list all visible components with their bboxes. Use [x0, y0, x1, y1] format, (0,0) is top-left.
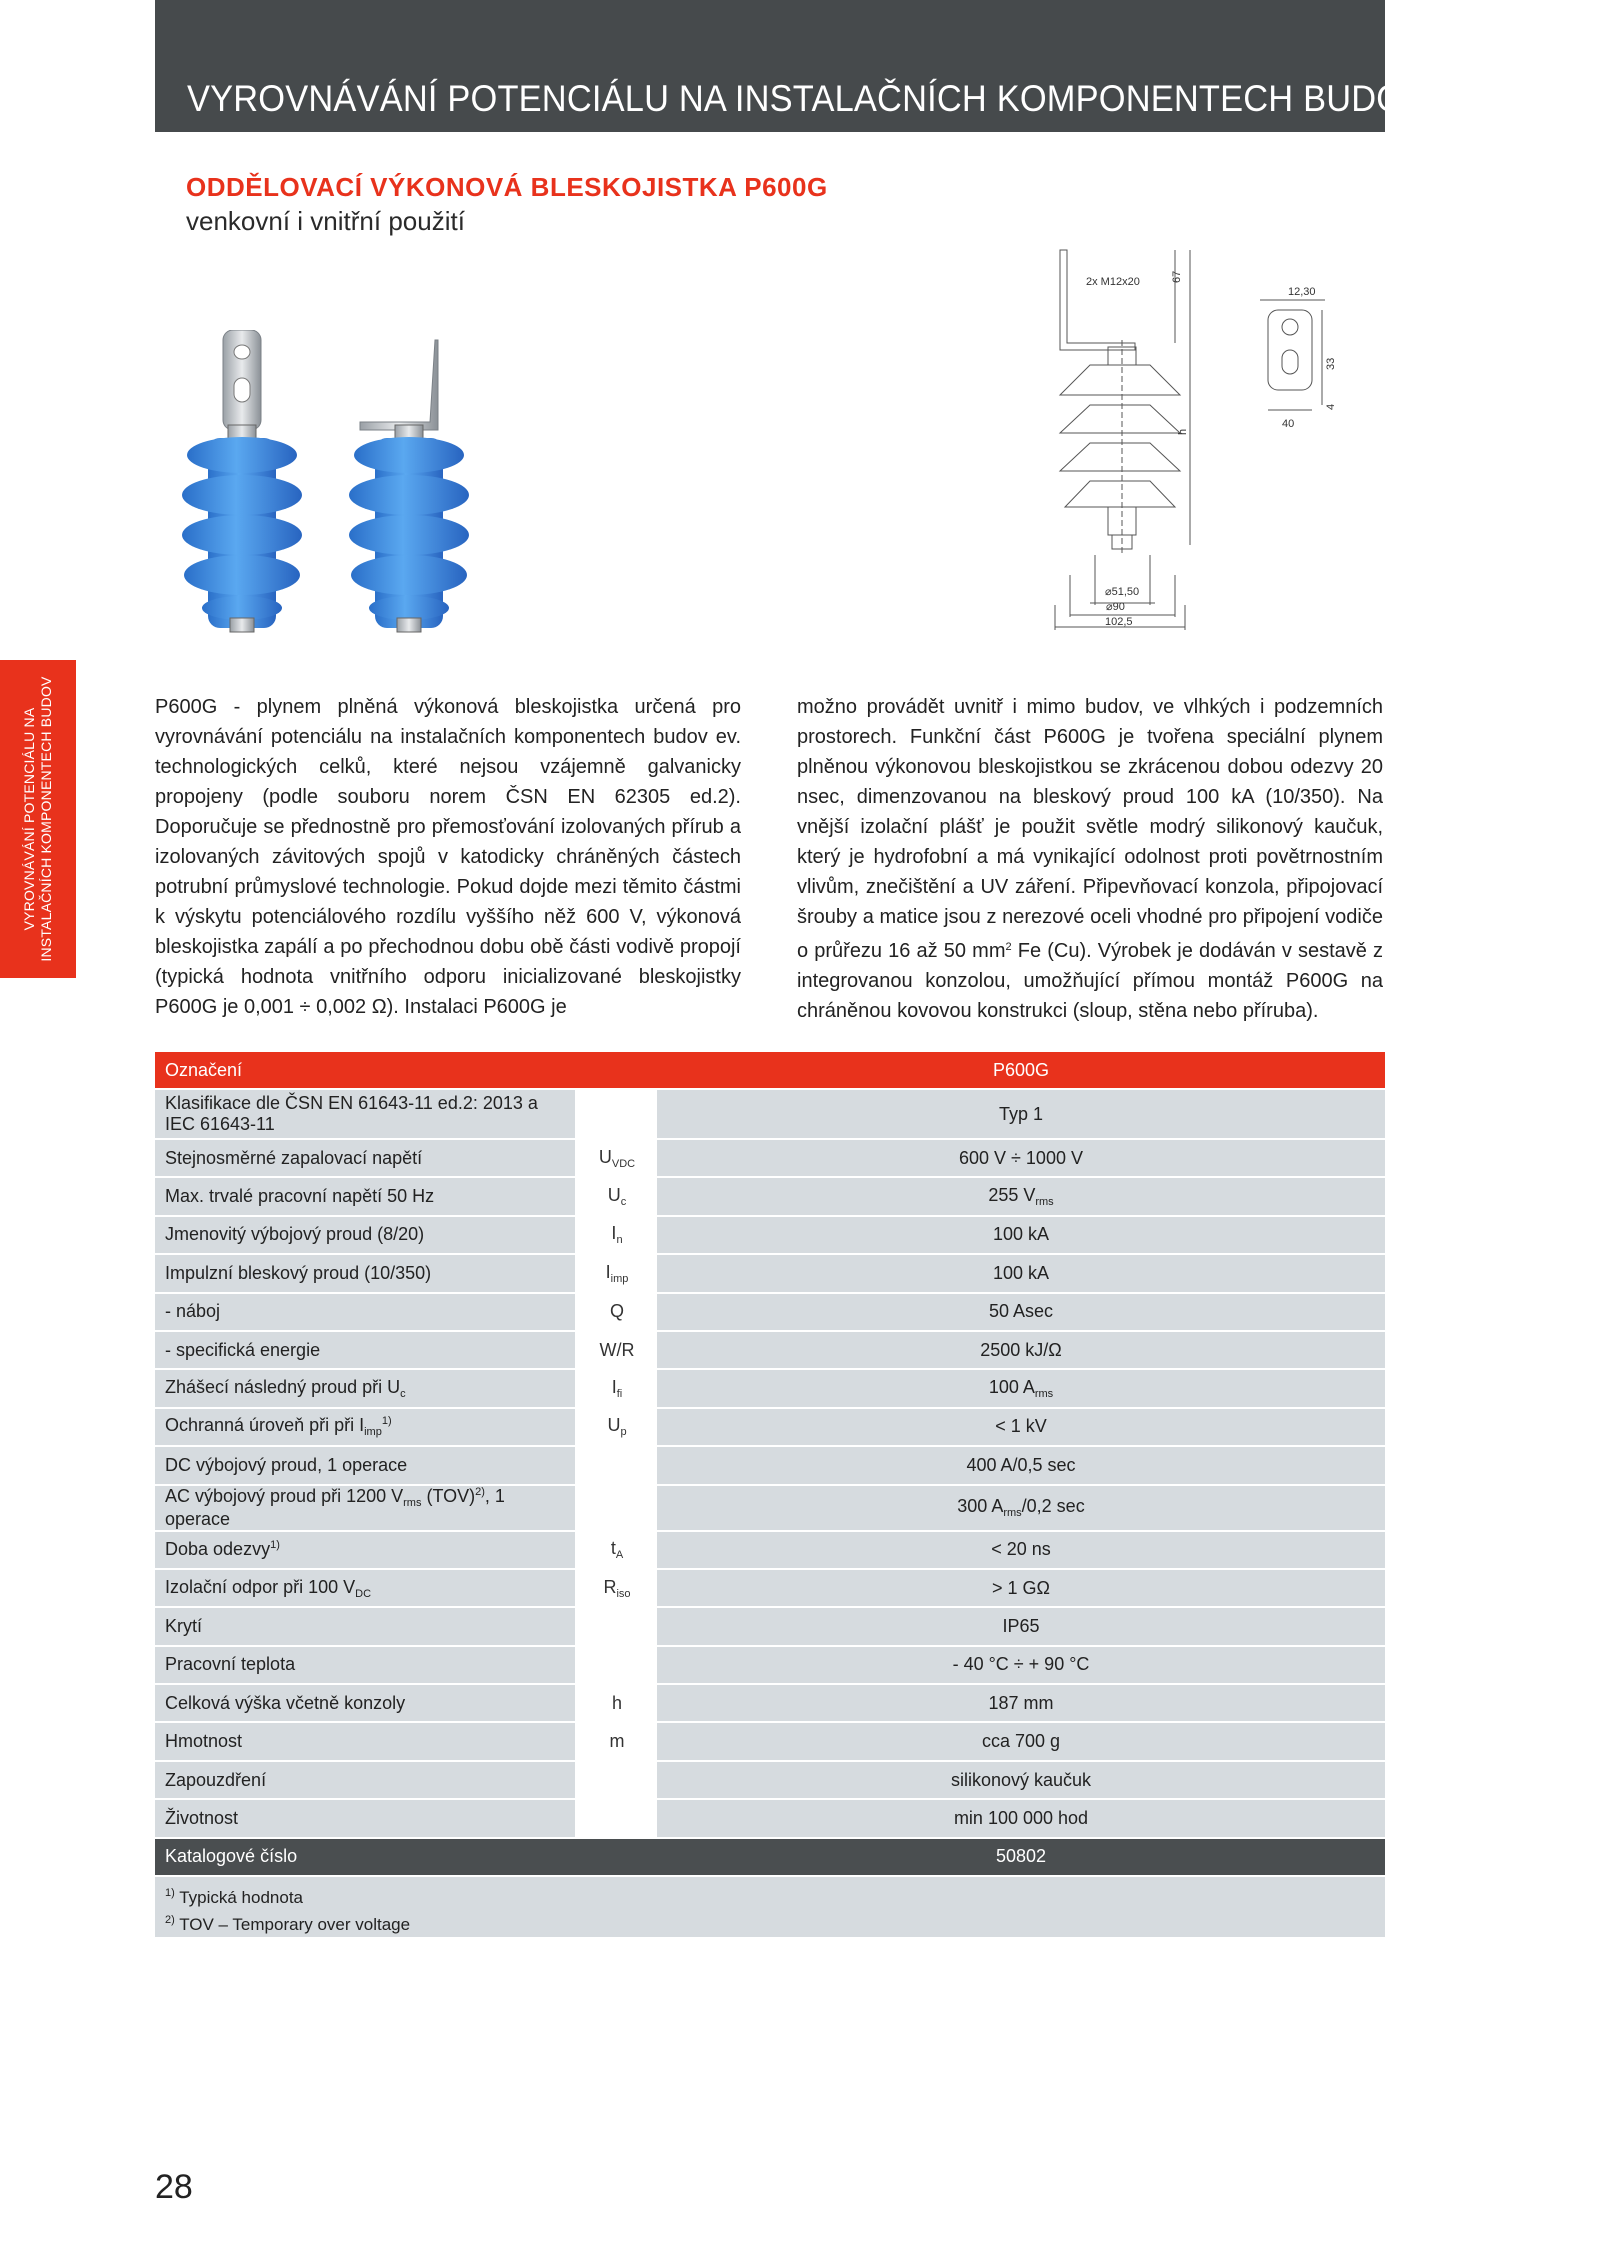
row-symbol	[576, 1761, 657, 1799]
side-tab	[0, 660, 76, 978]
row-symbol	[576, 1646, 657, 1684]
row-value-text: IP65	[1002, 1615, 1040, 1636]
row-label-text: Hmotnost	[165, 1731, 243, 1752]
row-value	[657, 1254, 1385, 1292]
body-col2-sup: 2	[1005, 941, 1012, 953]
table-notes	[155, 1876, 1385, 1938]
row-symbol	[576, 1446, 657, 1484]
catalog-sym	[576, 1838, 657, 1876]
row-label-sub: imp	[364, 1426, 382, 1439]
row-value	[657, 1446, 1385, 1484]
row-value-text: < 1 kV	[995, 1416, 1047, 1437]
row-symbol-sub: n	[616, 1234, 623, 1247]
table-header-sym	[576, 1052, 657, 1089]
note-1-mark: 1)	[165, 1887, 175, 1900]
notes-row	[155, 1876, 1385, 1938]
row-label	[155, 1446, 576, 1484]
row-label-sub: rms	[403, 1496, 422, 1509]
table-row	[155, 1139, 1385, 1177]
dim-width: 102,5	[1105, 616, 1133, 628]
row-symbol	[576, 1254, 657, 1292]
row-label-text: - specifická energie	[165, 1339, 321, 1360]
row-label-text: Pracovní teplota	[165, 1654, 296, 1675]
row-value	[657, 1408, 1385, 1446]
row-symbol-sub: iso	[616, 1587, 631, 1600]
table-header-label: Označení	[155, 1052, 576, 1089]
row-symbol-sub: c	[620, 1196, 627, 1209]
row-symbol-text: Q	[609, 1301, 624, 1322]
row-symbol	[576, 1684, 657, 1722]
row-label	[155, 1761, 576, 1799]
row-symbol-sub: A	[615, 1549, 624, 1562]
table-row	[155, 1331, 1385, 1369]
row-value-text: 400 A/0,5 sec	[966, 1454, 1076, 1475]
row-value-text: 300 A	[957, 1496, 1004, 1517]
row-symbol-text: U	[607, 1185, 621, 1206]
note-1-text: Typická hodnota	[174, 1888, 304, 1908]
row-value	[657, 1089, 1385, 1139]
product-subtitle: venkovní i vnitřní použití	[186, 206, 465, 236]
dim-67: 67	[1171, 270, 1183, 283]
row-label-sup: 1)	[270, 1539, 280, 1552]
row-label-text: Izolační odpor při 100 V	[165, 1576, 356, 1597]
row-label-text: Životnost	[165, 1807, 239, 1828]
row-symbol	[576, 1177, 657, 1215]
row-value	[657, 1684, 1385, 1722]
row-symbol	[576, 1089, 657, 1139]
note-2-mark: 2)	[165, 1914, 175, 1927]
row-value	[657, 1293, 1385, 1331]
row-label	[155, 1722, 576, 1760]
dim-d2: ⌀90	[1106, 601, 1125, 613]
table-row	[155, 1531, 1385, 1569]
row-value	[657, 1331, 1385, 1369]
row-symbol	[576, 1531, 657, 1569]
row-value-text: 255 V	[988, 1185, 1036, 1206]
row-value-text: 600 V ÷ 1000 V	[959, 1147, 1083, 1168]
row-symbol-text: I	[611, 1223, 617, 1244]
row-label-text: Krytí	[165, 1615, 203, 1636]
row-symbol	[576, 1722, 657, 1760]
row-value-text: cca 700 g	[981, 1731, 1061, 1752]
side-tab-line2: INSTALAČNÍCH KOMPONENTECH BUDOV	[38, 676, 54, 962]
row-value-text: > 1 GΩ	[992, 1577, 1050, 1598]
row-symbol-text: W/R	[599, 1339, 635, 1360]
dim-4: 4	[1325, 403, 1337, 410]
body-text-col2	[797, 692, 1383, 1026]
body-text-col1: P600G - plynem plněná výkonová bleskojistka určená pro vyrovnávání potenciálu na instalačních komponentech budov ev. technologických celků, které nejsou vzájemně galvanicky propojeny (podle souboru norem ČSN EN 62305 ed.2). Doporučuje se přednostně pro přemosťování izolovaných přírub a izolovaných závitových spojů v katodicky chráněných částech potrubní průmyslové technologie. Pokud dojde mezi těmito částmi k výskytu potenciálového rozdílu vyššího něž 600 V, výkonová bleskojistka zapálí a po přechodnou dobu obě části vodivě propojí (typická hodnota vnitřního odporu inicializované bleskojistky P600G je 0,001 ÷ 0,002 Ω). Instalaci P600G je	[155, 696, 741, 1018]
row-symbol	[576, 1799, 657, 1837]
table-row	[155, 1254, 1385, 1292]
table-row	[155, 1369, 1385, 1407]
row-value	[657, 1607, 1385, 1645]
table-row	[155, 1569, 1385, 1607]
row-symbol	[576, 1408, 657, 1446]
row-symbol	[576, 1293, 657, 1331]
row-label	[155, 1089, 576, 1139]
row-symbol	[576, 1331, 657, 1369]
row-label	[155, 1531, 576, 1569]
row-value-text: 100 kA	[992, 1224, 1050, 1245]
note-2-text: TOV – Temporary over voltage	[174, 1915, 411, 1935]
table-row	[155, 1646, 1385, 1684]
row-label-text: - náboj	[165, 1301, 221, 1322]
row-label	[155, 1293, 576, 1331]
row-symbol-text: I	[611, 1377, 617, 1398]
row-value-text: 187 mm	[988, 1692, 1054, 1713]
catalog-label: Katalogové číslo	[155, 1838, 576, 1876]
arrester-photo-right	[349, 340, 469, 632]
row-symbol	[576, 1569, 657, 1607]
row-label	[155, 1216, 576, 1254]
row-symbol	[576, 1607, 657, 1645]
row-value	[657, 1569, 1385, 1607]
row-label-text: DC výbojový proud, 1 operace	[165, 1454, 408, 1475]
table-row	[155, 1684, 1385, 1722]
row-value-text: 100 kA	[992, 1262, 1050, 1283]
row-symbol	[576, 1485, 657, 1531]
row-value-text: < 20 ns	[991, 1539, 1051, 1560]
row-label	[155, 1799, 576, 1837]
side-tab-text	[21, 660, 55, 978]
table-header-value: P600G	[657, 1052, 1385, 1089]
table-row	[155, 1446, 1385, 1484]
dim-bolts: 2x M12x20	[1086, 276, 1140, 288]
row-label-tail: , 1 operace	[165, 1485, 505, 1529]
row-label	[155, 1177, 576, 1215]
table-row	[155, 1089, 1385, 1139]
row-label	[155, 1369, 576, 1407]
dim-h: h	[1177, 428, 1189, 435]
row-value	[657, 1369, 1385, 1407]
row-symbol-text: h	[611, 1692, 622, 1713]
body-col2-post: Fe (Cu). Výrobek je dodáván v sestavě z integrovanou konzolou, umožňující přímou montáž P600G na chráněnou kovovou konstrukci (sloup, stěna nebo příruba).	[797, 940, 1383, 1022]
dim-d1: ⌀51,50	[1105, 586, 1140, 598]
row-label-text: Ochranná úroveň při při I	[165, 1415, 365, 1436]
row-symbol-text: U	[598, 1146, 612, 1167]
row-symbol-text: t	[610, 1538, 616, 1559]
row-value-text: min 100 000 hod	[953, 1807, 1089, 1828]
row-symbol-sub: imp	[610, 1272, 629, 1285]
arrester-photo-left	[182, 330, 302, 632]
table-row	[155, 1293, 1385, 1331]
row-value-text: 2500 kJ/Ω	[980, 1339, 1062, 1360]
row-label	[155, 1569, 576, 1607]
row-label-post: (TOV)	[421, 1485, 476, 1506]
dim-40: 40	[1282, 418, 1295, 430]
header-bar	[155, 0, 1427, 132]
table-row	[155, 1607, 1385, 1645]
row-label	[155, 1485, 576, 1531]
row-value-sub: rms	[1034, 1388, 1054, 1401]
table-row	[155, 1177, 1385, 1215]
row-label-text: Celková výška včetně konzoly	[165, 1692, 406, 1713]
row-label-text: Impulzní bleskový proud (10/350)	[165, 1262, 432, 1283]
row-label-text: Jmenovitý výbojový proud (8/20)	[165, 1224, 425, 1245]
row-value-sub: rms	[1035, 1196, 1054, 1209]
page-title: VYROVNÁVÁNÍ POTENCIÁLU NA INSTALAČNÍCH KOMPONENTECH BUDOV	[187, 78, 1427, 119]
table-row	[155, 1408, 1385, 1446]
row-value-text: 100 A	[988, 1377, 1035, 1398]
row-value	[657, 1761, 1385, 1799]
row-label-text: Max. trvalé pracovní napětí 50 Hz	[165, 1186, 435, 1207]
row-value	[657, 1485, 1385, 1531]
row-label	[155, 1646, 576, 1684]
side-tab-line1: VYROVNÁVÁNÍ POTENCIÁLU NA	[21, 707, 37, 931]
row-value-text: 50 Asec	[988, 1301, 1054, 1322]
row-symbol	[576, 1369, 657, 1407]
table-row	[155, 1799, 1385, 1837]
row-label	[155, 1254, 576, 1292]
row-symbol-sub: p	[620, 1426, 627, 1439]
product-title: ODDĚLOVACÍ VÝKONOVÁ BLESKOJISTKA P600G	[186, 172, 828, 202]
dim-33: 33	[1325, 357, 1337, 370]
row-label-text: Zapouzdření	[165, 1769, 267, 1790]
row-value-text: - 40 °C ÷ + 90 °C	[952, 1654, 1090, 1675]
row-symbol-text: m	[609, 1731, 625, 1752]
row-label	[155, 1607, 576, 1645]
table-row	[155, 1216, 1385, 1254]
catalog-row	[155, 1838, 1385, 1876]
product-photo	[170, 330, 550, 640]
table-row	[155, 1485, 1385, 1531]
row-value-text: Typ 1	[998, 1103, 1044, 1124]
row-label	[155, 1408, 576, 1446]
row-symbol-sub: VDC	[611, 1157, 636, 1170]
row-value	[657, 1722, 1385, 1760]
dim-1230: 12,30	[1288, 286, 1316, 298]
row-label-text: Klasifikace dle ČSN EN 61643-11 ed.2: 2013 a IEC 61643-11	[165, 1093, 538, 1134]
row-value-sub: rms	[1003, 1507, 1022, 1520]
row-symbol	[576, 1139, 657, 1177]
row-label-sup: 1)	[381, 1415, 392, 1428]
table-header-row	[155, 1052, 1385, 1089]
row-label-text: Doba odezvy	[165, 1539, 271, 1560]
row-value	[657, 1799, 1385, 1837]
technical-drawing	[1050, 245, 1385, 630]
row-label	[155, 1331, 576, 1369]
row-symbol-text: R	[603, 1576, 617, 1597]
row-symbol-sub: fi	[616, 1388, 623, 1401]
page-number: 28	[155, 2168, 193, 2206]
row-label	[155, 1139, 576, 1177]
row-symbol-text: I	[605, 1261, 611, 1282]
note-2	[165, 1909, 1375, 1936]
note-1	[165, 1882, 1375, 1909]
row-label-text: Zhášecí následný proud při U	[165, 1377, 401, 1398]
row-symbol	[576, 1216, 657, 1254]
row-value	[657, 1216, 1385, 1254]
spec-table	[155, 1052, 1385, 1939]
row-value	[657, 1531, 1385, 1569]
row-label-sup2: 2)	[475, 1485, 485, 1498]
body-col2-pre: možno provádět uvnitř i mimo budov, ve vlhkých i podzemních prostorech. Funkční část P600G je tvořena speciální plynem plněnou výkonovou bleskojistkou se zkrácenou dobou odezvy 20 nsec, dimenzovanou na bleskový proud 100 kA (10/350). Na vnější izolační plášť je použit světle modrý silikonový kaučuk, který je hydrofobní a má vynikající odolnost proti povětrnostním vlivům, znečištění a UV záření. Připevňovací konzola, připojovací šrouby a matice jsou z nerezové oceli vhodné pro připojení vodiče o průřezu 16 až 50 mm	[797, 696, 1383, 962]
row-value-text: silikonový kaučuk	[950, 1769, 1092, 1790]
row-label	[155, 1684, 576, 1722]
row-label-sub: c	[400, 1388, 406, 1401]
row-label-text: AC výbojový proud při 1200 V	[165, 1485, 404, 1506]
row-label-sub: DC	[355, 1587, 372, 1600]
row-symbol-text: U	[607, 1415, 621, 1436]
catalog-value: 50802	[657, 1838, 1385, 1876]
row-label-text: Stejnosměrné zapalovací napětí	[165, 1147, 423, 1168]
table-row	[155, 1722, 1385, 1760]
row-value	[657, 1646, 1385, 1684]
table-row	[155, 1761, 1385, 1799]
row-value	[657, 1139, 1385, 1177]
row-value	[657, 1177, 1385, 1215]
row-value-post: /0,2 sec	[1021, 1496, 1085, 1517]
